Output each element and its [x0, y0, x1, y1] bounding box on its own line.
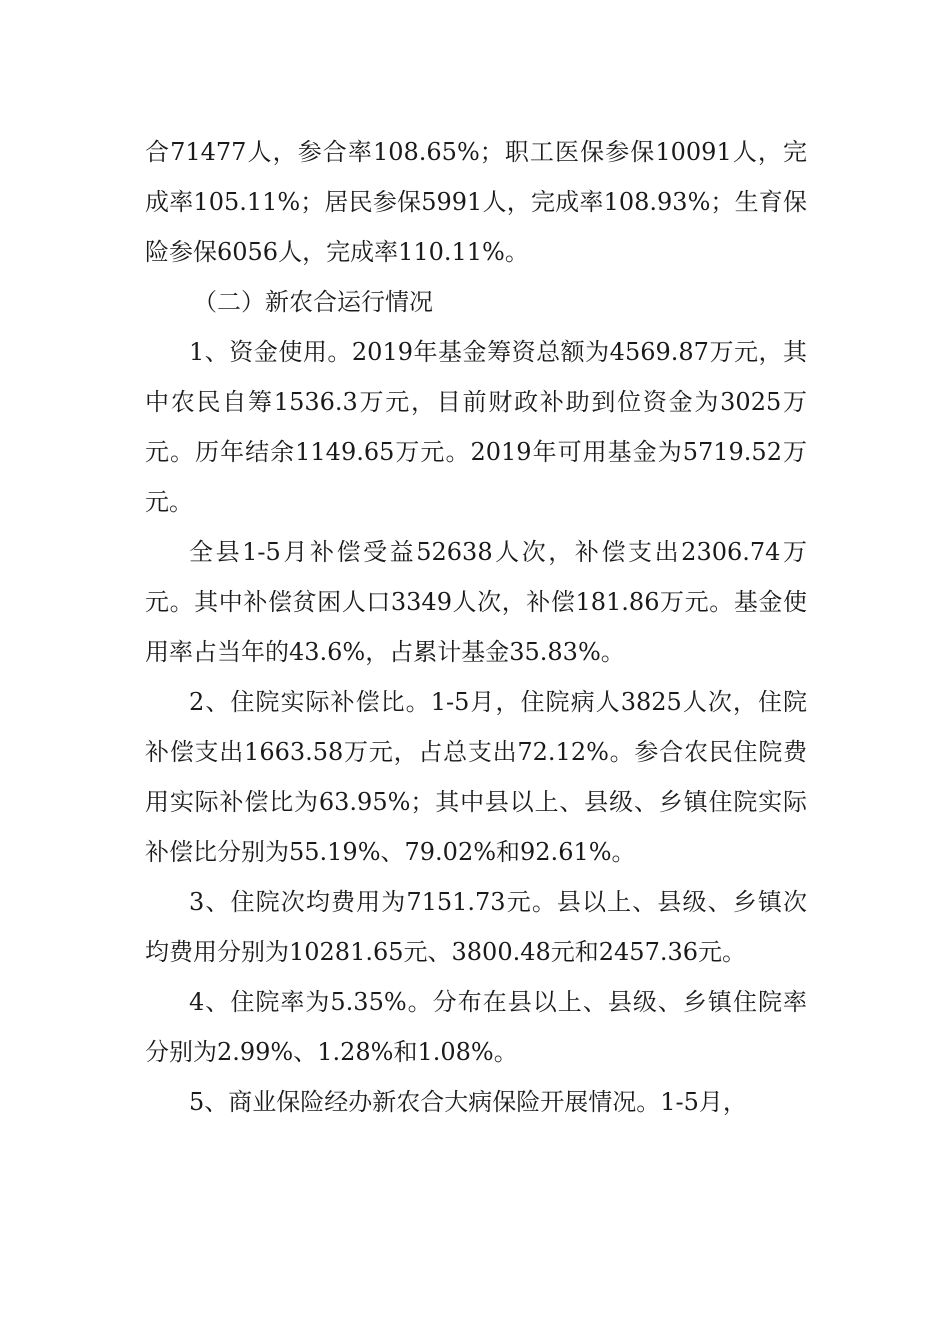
paragraph-compensation-beneficiaries: 全县1-5月补偿受益52638人次，补偿支出2306.74万元。其中补偿贫困人口3349人次，补偿181.86万元。基金使用率占当年的43.6%，占累计基金35.83%。 [145, 538, 807, 666]
paragraph-hospitalization-rate: 4、住院率为5.35%。分布在县以上、县级、乡镇住院率分别为2.99%、1.28%和1.08%。 [145, 988, 807, 1066]
paragraph-inpatient-compensation-ratio: 2、住院实际补偿比。1-5月，住院病人3825人次，住院补偿支出1663.58万元，占总支出72.12%。参合农民住院费用实际补偿比为63.95%；其中县以上、县级、乡镇住院实际补偿比分别为55.19%、79.02%和92.61%。 [145, 688, 807, 866]
paragraph-fund-usage: 1、资金使用。2019年基金筹资总额为4569.87万元，其中农民自筹1536.3万元，目前财政补助到位资金为3025万元。历年结余1149.65万元。2019年可用基金为5719.52万元。 [145, 338, 807, 516]
section-heading-ncms-operation: （二）新农合运行情况 [193, 288, 433, 316]
paragraph-enrollment-stats: 合71477人，参合率108.65%；职工医保参保10091人，完成率105.11%；居民参保5991人，完成率108.93%；生育保险参保6056人，完成率110.11%。 [145, 138, 807, 266]
paragraph-commercial-insurance: 5、商业保险经办新农合大病保险开展情况。1-5月， [189, 1088, 747, 1116]
paragraph-inpatient-average-cost: 3、住院次均费用为7151.73元。县以上、县级、乡镇次均费用分别为10281.65元、3800.48元和2457.36元。 [145, 888, 807, 966]
document-body [145, 127, 807, 1127]
